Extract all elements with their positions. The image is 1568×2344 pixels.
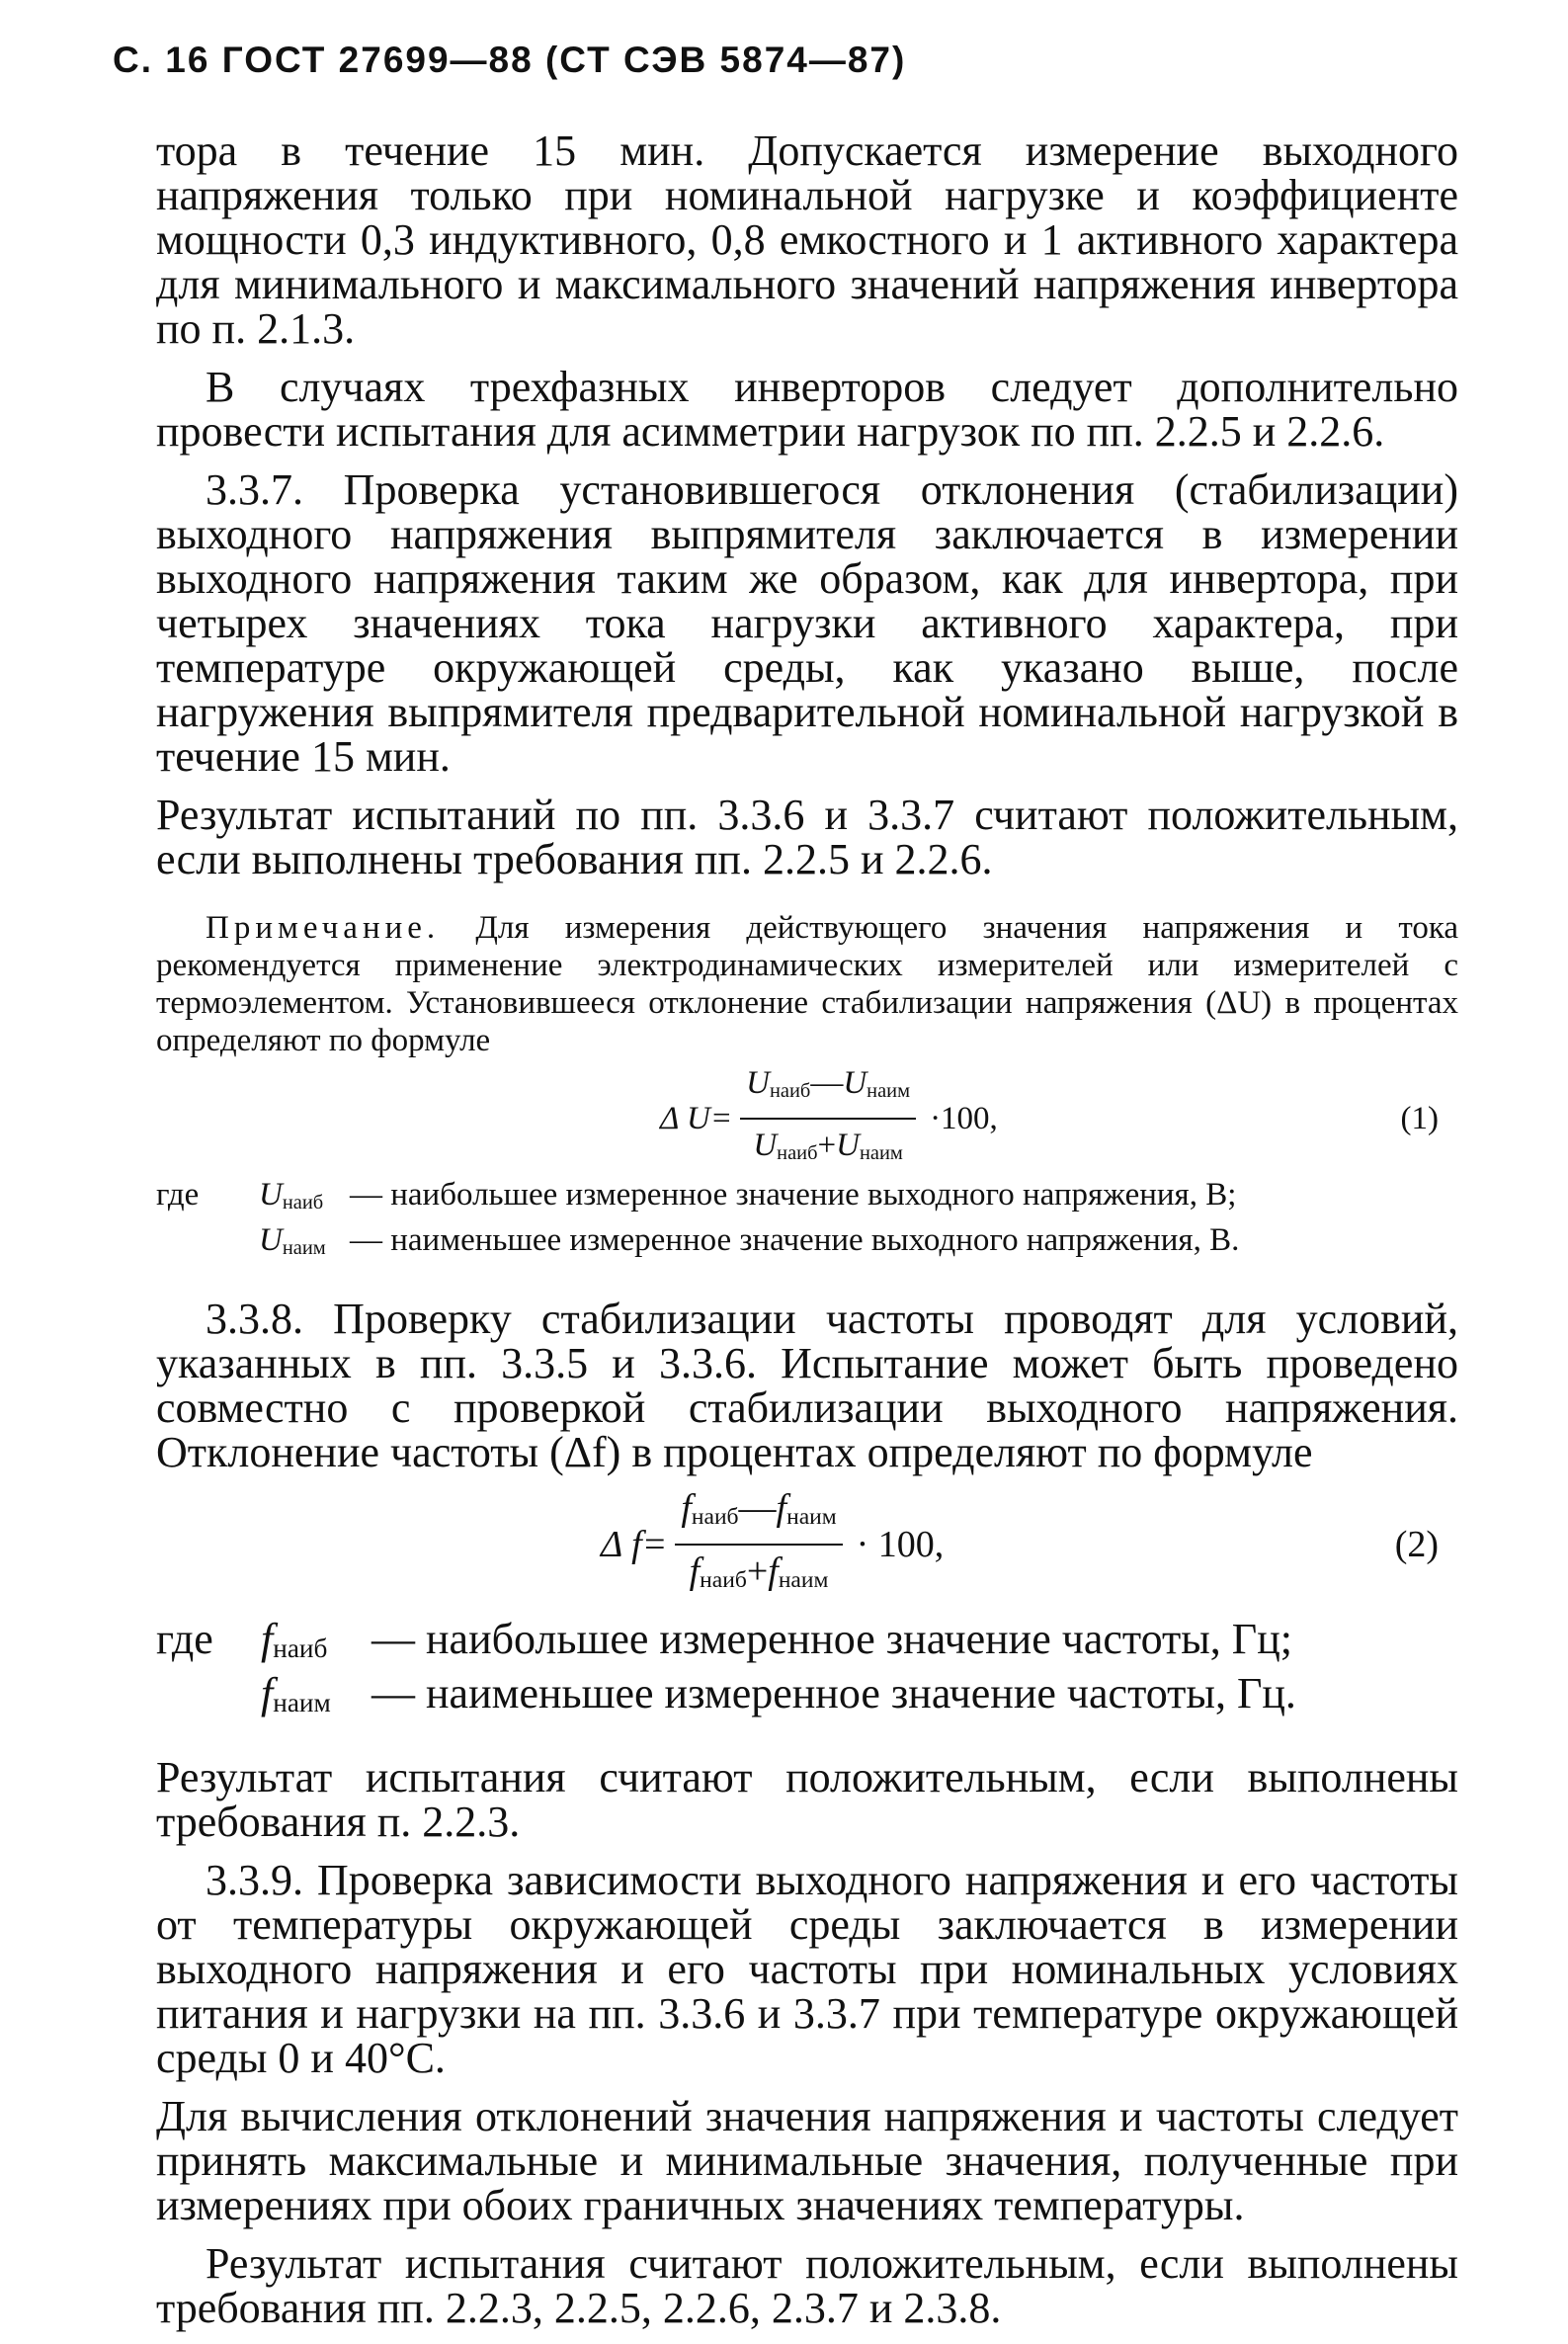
paragraph: тора в течение 15 мин. Допускается измерение выходного напряжения только при номинальной нагрузке и коэффициенте мощности 0,3 индуктивного, 0,8 емкостного и 1 активного характера для минимального и максимального значений напряжения инвертора по п. 2.1.3. [156,126,1458,353]
formula-2-numerator: $f_{наиб}—f_{наим}$ [681,1487,837,1530]
formula-1-lhs: Δ U= [660,1100,733,1136]
legend-row: где $U_{наиб}$ — наибольшее измеренное значение выходного напряжения, В; [156,1177,1237,1214]
paragraph-3-3-8: 3.3.8. Проверку стабилизации частоты проводят для условий, указанных в пп. 3.3.5 и 3.3.6. Испытание может быть проведено совместно с проверкой стабилизации выходного напряжения. Отклонение частоты (Δf) в процентах определяют по формуле [156,1295,1458,1476]
formula-1-tail: ·100, [930,1100,998,1136]
formula-2-denominator: $f_{наиб}+f_{наим}$ [689,1550,829,1593]
legend-row: где $f_{наиб}$ — наибольшее измеренное значение частоты, Гц; [156,1615,1292,1663]
legend-row: $f_{наим}$ — наименьшее измеренное значение частоты, Гц. [261,1669,1296,1717]
formula-2-fraction [675,1486,842,1603]
paragraph: Для вычисления отклонений значения напряжения и частоты следует принять максимальные и минимальные значения, полученные при измерениях при обоих граничных значениях температуры. [156,2092,1458,2229]
paragraph-result: Результат испытаний по пп. 3.3.6 и 3.3.7 считают положительным, если выполнены требования пп. 2.2.5 и 2.2.6. [156,791,1458,883]
paragraph-3-3-9: 3.3.9. Проверка зависимости выходного напряжения и его частоты от температуры окружающей среды заключается в измерении выходного напряжения и его частоты при номинальных условиях питания и нагрузки на пп. 3.3.6 и 3.3.7 при температуре окружающей среды 0 и 40°С. [156,1856,1458,2082]
formula-2-number: (2) [1394,1523,1439,1565]
formula-2-tail: · 100, [856,1523,945,1565]
page-header: С. 16 ГОСТ 27699—88 (СТ СЭВ 5874—87) [113,40,907,80]
legend-row: $U_{наим}$ — наименьшее измеренное значение выходного напряжения, В. [259,1222,1240,1259]
formula-2-legend [156,1617,1458,1725]
formula-1-legend [156,1176,1458,1267]
note-text: Для измерения действующего значения напряжения и тока рекомендуется применение электродинамических измерителей или измерителей с термоэлементом. Установившееся отклонение стабилизации напряжения (ΔU) в процентах определяют по формуле [156,910,1458,1058]
fraction-bar [675,1544,842,1546]
paragraph-result-2: Результат испытания считают положительным, если выполнены требования п. 2.2.3. [156,1753,1458,1846]
formula-1 [156,1065,1458,1166]
paragraph-3-3-7: 3.3.7. Проверка установившегося отклонения (стабилизации) выходного напряжения выпрямителя заключается в измерении выходного напряжения таким же образом, как для инвертора, при четырех значениях тока нагрузки активного характера, при температуре окружающей среды, как указано выше, после нагружения выпрямителя предварительной номинальной нагрузкой в течение 15 мин. [156,465,1458,781]
formula-1-denominator: $U_{наиб}+U_{наим}$ [753,1128,903,1164]
note [156,909,1458,1059]
note-label: Примечание. [206,910,441,946]
paragraph: В случаях трехфазных инверторов следует дополнительно провести испытания для асимметрии нагрузок по пп. 2.2.5 и 2.2.6. [156,363,1458,456]
formula-1-numerator: $U_{наиб}—U_{наим}$ [746,1065,911,1102]
fraction-bar [740,1118,916,1120]
formula-2 [156,1487,1458,1599]
paragraph-result-3: Результат испытания считают положительным, если выполнены требования пп. 2.2.3, 2.2.5, 2.2.6, 2.3.7 и 2.3.8. [156,2239,1458,2332]
formula-1-number: (1) [1400,1100,1439,1136]
page-body [156,128,1458,2344]
formula-2-lhs: Δ f= [601,1523,668,1565]
formula-1-fraction [740,1061,916,1176]
